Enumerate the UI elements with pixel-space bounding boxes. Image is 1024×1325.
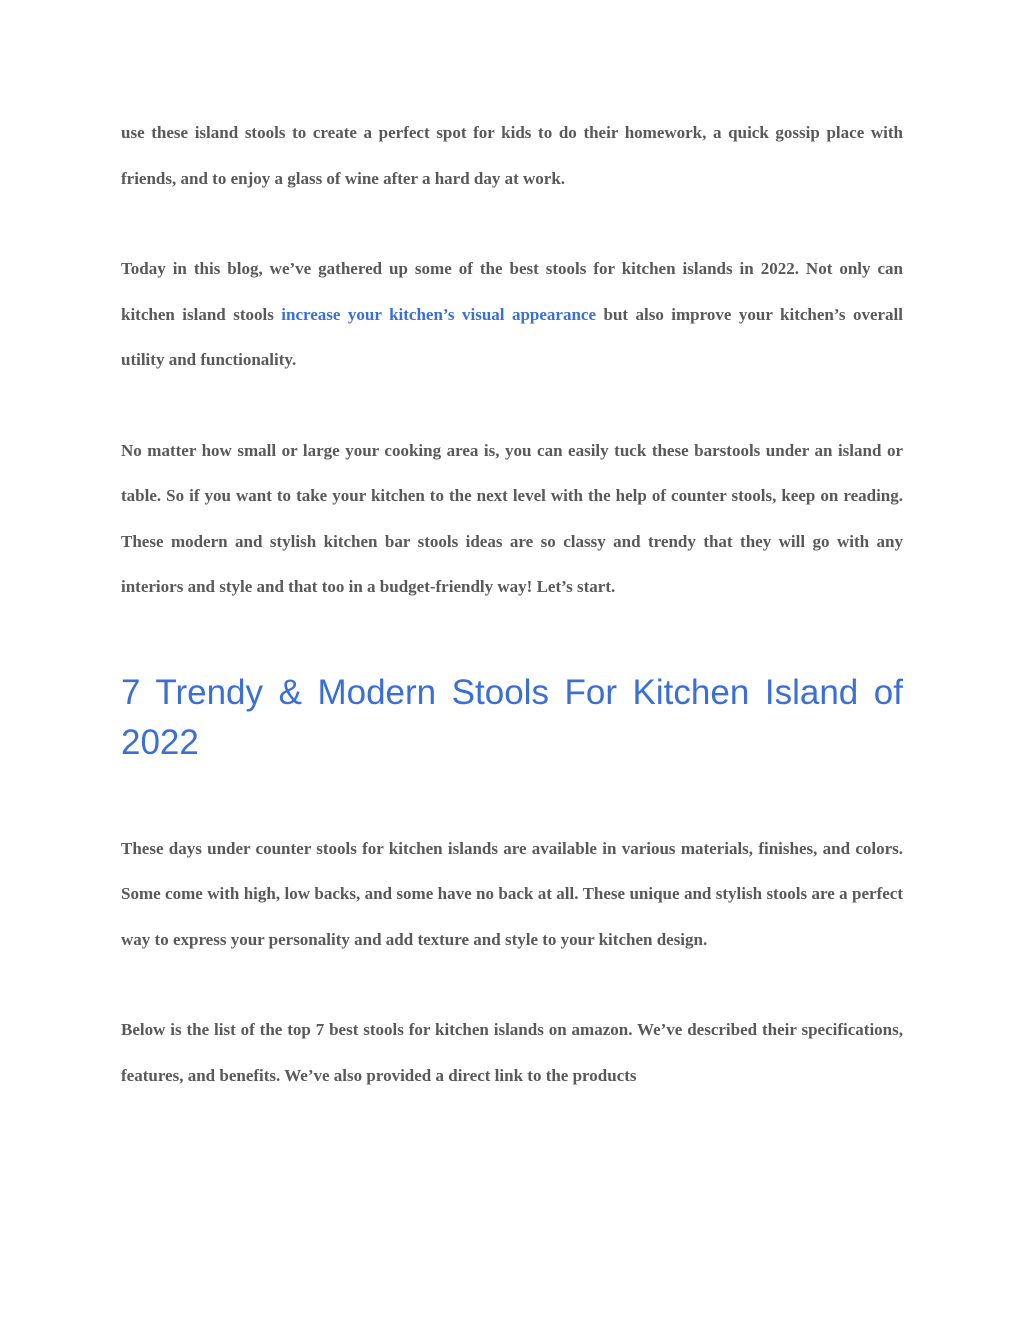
blog-intro-paragraph (121, 246, 903, 383)
visual-appearance-link[interactable]: increase your kitchen’s visual appearance (281, 304, 597, 324)
intro-paragraph: use these island stools to create a perfect spot for kids to do their homework, a quick gossip place with friends, and to enjoy a glass of wine after a hard day at work. (121, 123, 903, 188)
paragraph-text: Today in this blog, we’ve gathered up some of the best stools for kitchen islands in 2022. Not only can kitchen island stools (121, 259, 903, 324)
document-page (121, 110, 903, 1098)
product-list-intro-paragraph: Below is the list of the top 7 best stools for kitchen islands on amazon. We’ve described their specifications, features, and benefits. We’ve also provided a direct link to the products (121, 1020, 903, 1085)
paragraph-text: but also improve your kitchen’s overall utility and functionality. (121, 304, 903, 369)
materials-paragraph: These days under counter stools for kitchen islands are available in various materials, finishes, and colors. Some come with high, low backs, and some have no back at all. These unique and stylish stools are a perfect way to express your personality and add texture and style to your kitchen design. (121, 838, 903, 949)
section-heading: 7 Trendy & Modern Stools For Kitchen Island of 2022 (121, 672, 903, 762)
cooking-area-paragraph: No matter how small or large your cooking area is, you can easily tuck these barstools under an island or table. So if you want to take your kitchen to the next level with the help of counter stools, keep on reading. These modern and stylish kitchen bar stools ideas are so classy and trendy that they will go with any interiors and style and that too in a budget-friendly way! Let’s start. (121, 440, 903, 596)
